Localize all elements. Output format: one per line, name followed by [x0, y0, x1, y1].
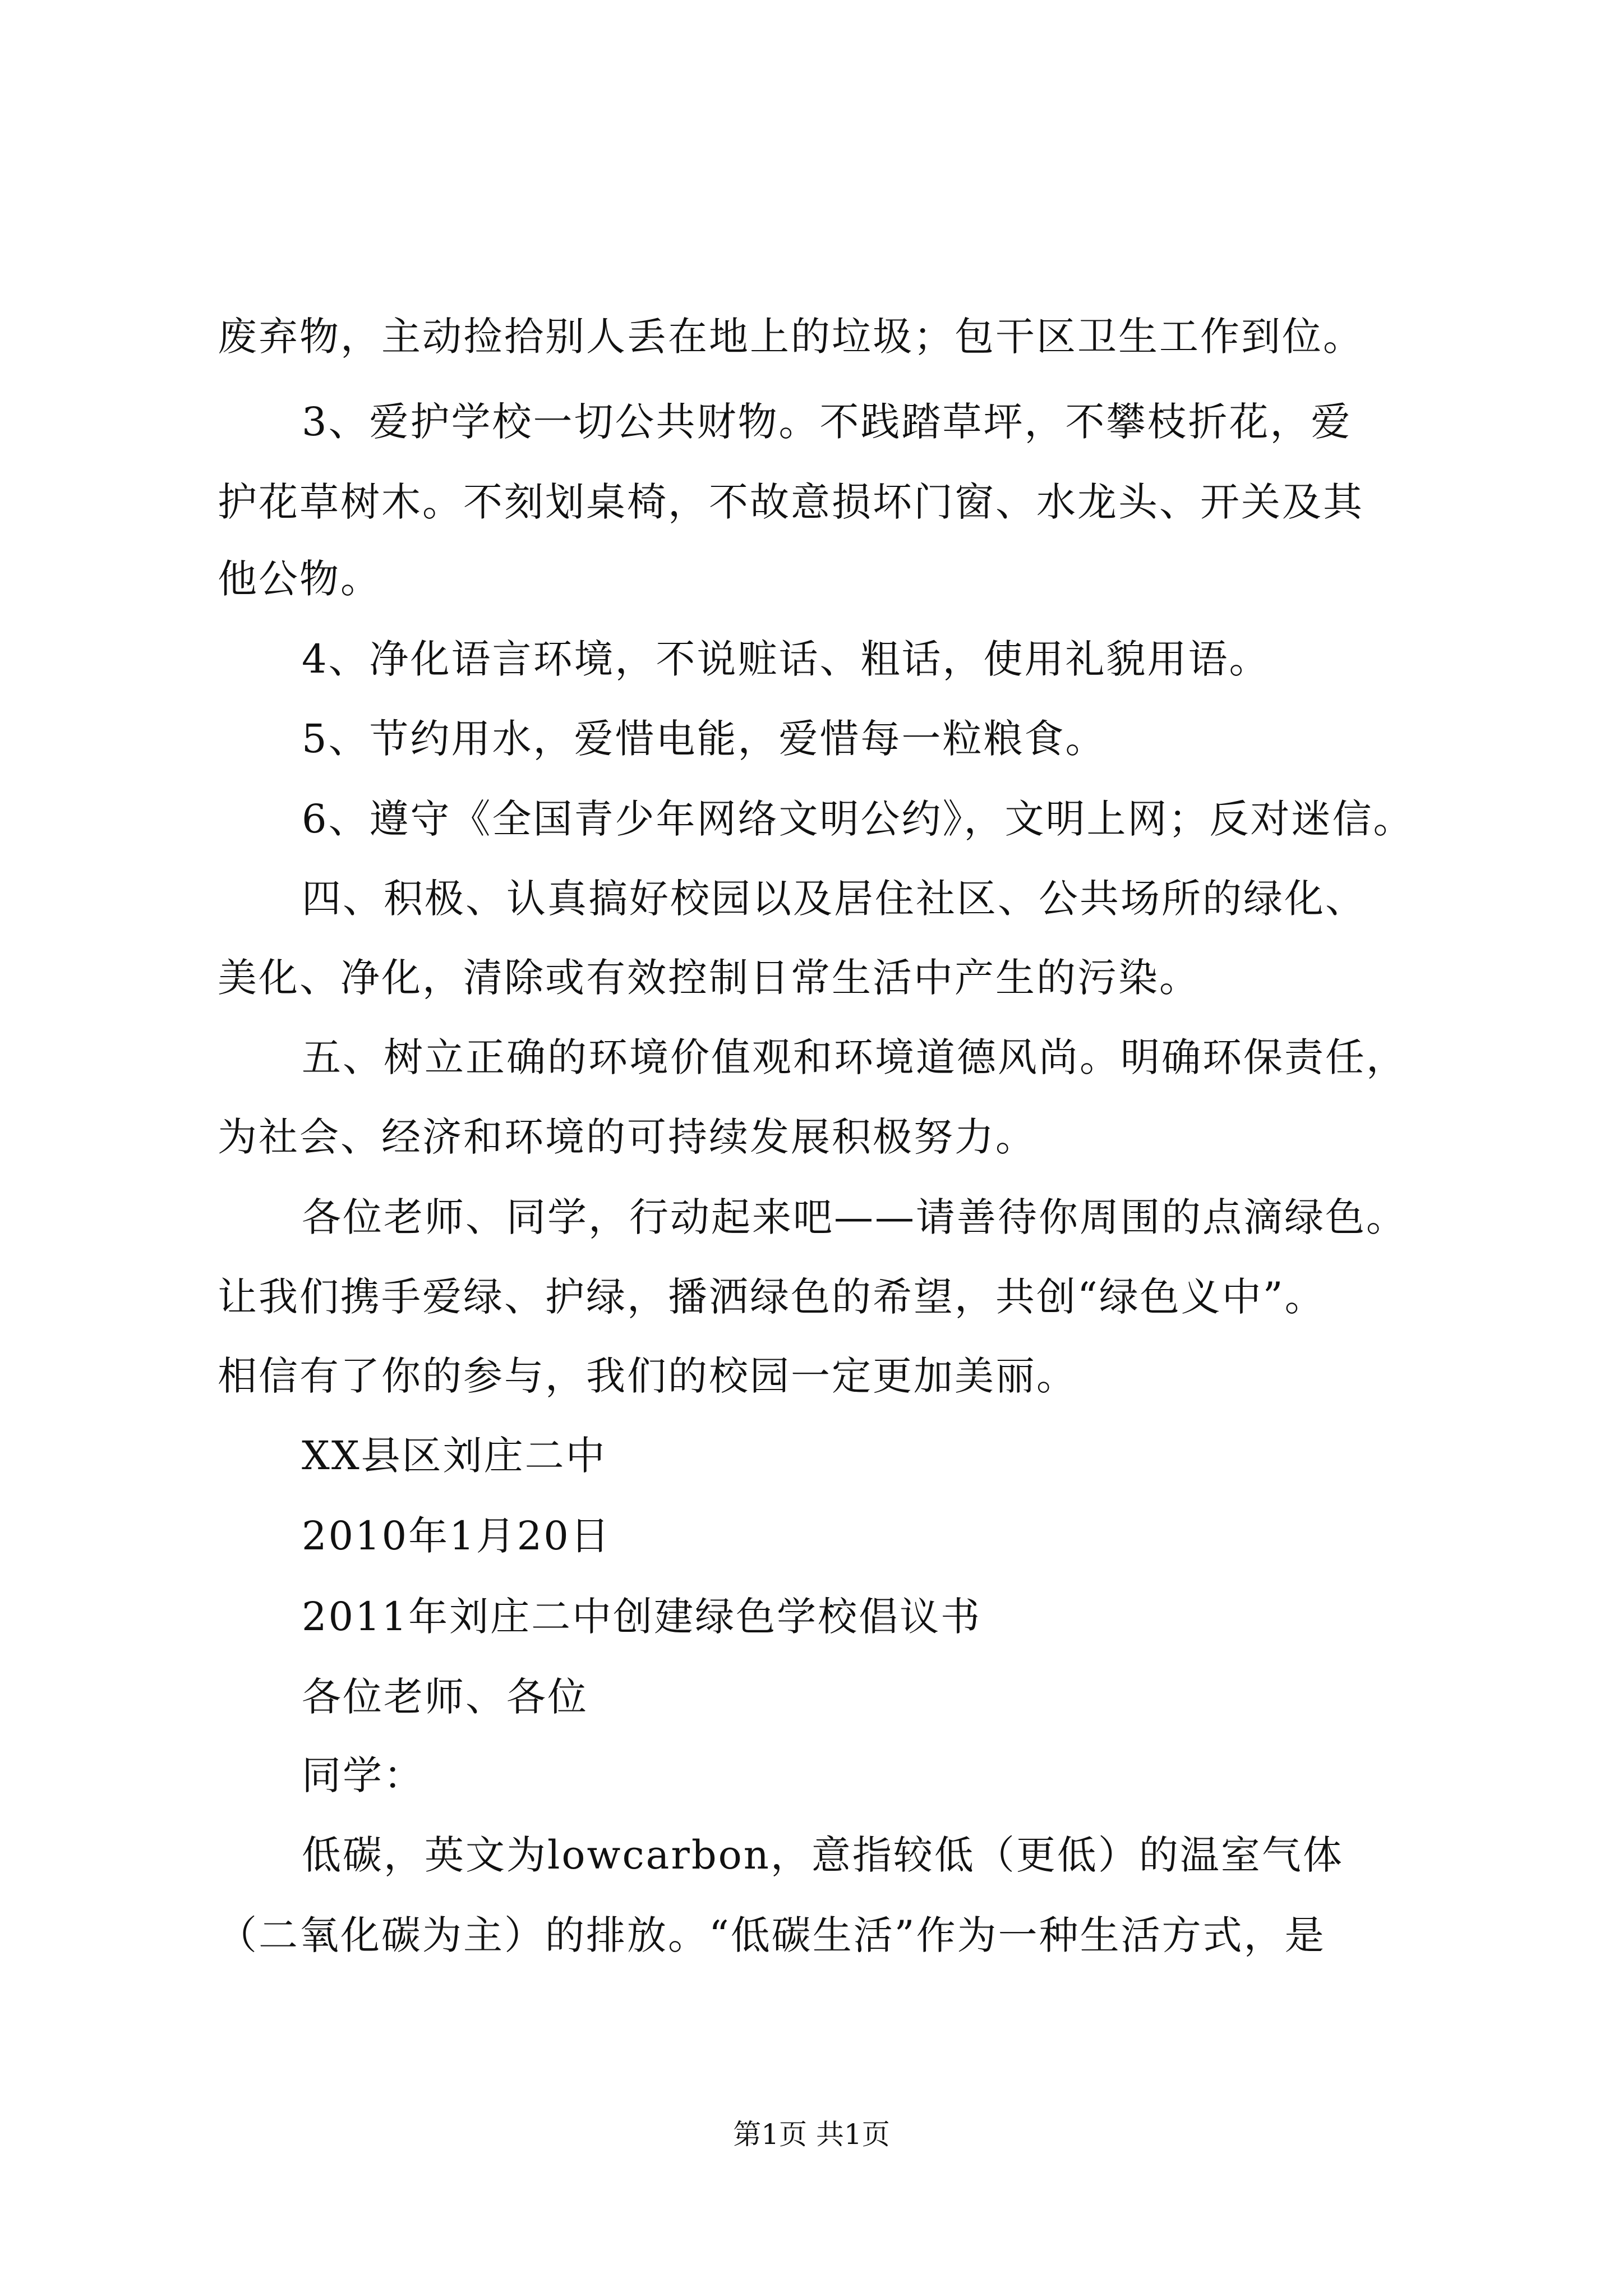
body-line-12: 各位老师、同学，行动起来吧——请善待你周围的点滴绿色。	[302, 1194, 1407, 1240]
body-line-14: 相信有了你的参与，我们的校园一定更加美丽。	[218, 1353, 1077, 1399]
salutation-line-1: 各位老师、各位	[302, 1674, 588, 1720]
signature-school: XX县区刘庄二中	[302, 1433, 607, 1479]
page-footer: 第1页 共1页	[733, 2118, 890, 2151]
body-line-2: 3、爱护学校一切公共财物。不践踏草坪，不攀枝折花，爱	[302, 399, 1352, 445]
body-line-15: 低碳，英文为lowcarbon，意指较低（更低）的温室气体	[302, 1832, 1344, 1878]
signature-date: 2010年1月20日	[302, 1513, 611, 1559]
salutation-line-2: 同学：	[302, 1752, 425, 1798]
body-line-1: 废弃物，主动捡拾别人丢在地上的垃圾；包干区卫生工作到位。	[218, 314, 1364, 360]
proposal-title: 2011年刘庄二中创建绿色学校倡议书	[302, 1594, 982, 1640]
body-line-6: 5、节约用水，爱惜电能，爱惜每一粒粮食。	[302, 716, 1106, 762]
body-line-5: 4、净化语言环境，不说赃话、粗话，使用礼貌用语。	[302, 636, 1270, 682]
body-line-3: 护花草树木。不刻划桌椅，不故意损坏门窗、水龙头、开关及其	[218, 479, 1364, 525]
body-line-10: 五、树立正确的环境价值观和环境道德风尚。明确环保责任，	[302, 1034, 1407, 1080]
body-line-11: 为社会、经济和环境的可持续发展积极努力。	[218, 1114, 1036, 1160]
body-line-7: 6、遵守《全国青少年网络文明公约》，文明上网；反对迷信。	[302, 796, 1414, 842]
body-line-4: 他公物。	[218, 556, 381, 602]
body-line-16: （二氧化碳为主）的排放。“低碳生活”作为一种生活方式，是	[218, 1912, 1326, 1958]
body-line-8: 四、积极、认真搞好校园以及居住社区、公共场所的绿化、	[302, 876, 1366, 922]
body-line-9: 美化、净化，清除或有效控制日常生活中产生的污染。	[218, 955, 1200, 1001]
body-line-13: 让我们携手爱绿、护绿，播洒绿色的希望，共创“绿色义中”。	[218, 1274, 1326, 1320]
